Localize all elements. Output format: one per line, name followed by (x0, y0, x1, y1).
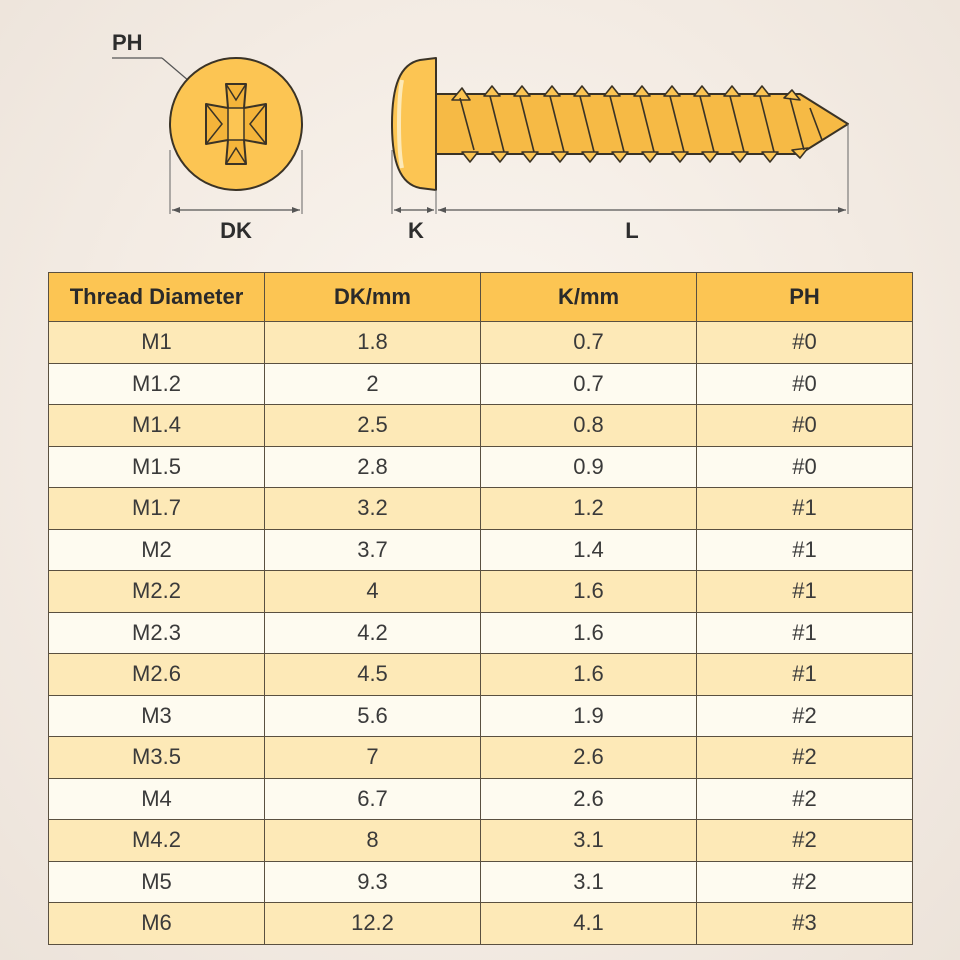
screw-head-top-view (112, 58, 302, 214)
table-row (49, 405, 913, 447)
cell-k: 0.7 (481, 363, 697, 405)
cell-dk: 4 (265, 571, 481, 613)
table-row (49, 778, 913, 820)
cell-thread-diameter: M2 (49, 529, 265, 571)
cell-thread-diameter: M4 (49, 778, 265, 820)
cell-dk: 12.2 (265, 903, 481, 945)
table-row (49, 654, 913, 696)
header-ph: PH (697, 273, 913, 322)
cell-dk: 6.7 (265, 778, 481, 820)
cell-ph: #0 (697, 446, 913, 488)
table-header-row (49, 273, 913, 322)
cell-k: 0.9 (481, 446, 697, 488)
cell-k: 1.9 (481, 695, 697, 737)
header-dk: DK/mm (265, 273, 481, 322)
cell-thread-diameter: M1.4 (49, 405, 265, 447)
cell-k: 2.6 (481, 778, 697, 820)
cell-ph: #3 (697, 903, 913, 945)
header-thread-diameter: Thread Diameter (49, 273, 265, 322)
cell-dk: 2.5 (265, 405, 481, 447)
cell-k: 1.6 (481, 612, 697, 654)
cell-k: 0.8 (481, 405, 697, 447)
screw-side-view (392, 58, 848, 214)
cell-ph: #1 (697, 612, 913, 654)
cell-thread-diameter: M2.6 (49, 654, 265, 696)
cell-thread-diameter: M3 (49, 695, 265, 737)
table-row (49, 612, 913, 654)
cell-ph: #1 (697, 654, 913, 696)
cell-ph: #1 (697, 488, 913, 530)
ph-label: PH (112, 30, 143, 55)
cell-k: 2.6 (481, 737, 697, 779)
table-row (49, 571, 913, 613)
cell-thread-diameter: M1 (49, 322, 265, 364)
table-row (49, 695, 913, 737)
cell-ph: #2 (697, 695, 913, 737)
cell-thread-diameter: M1.5 (49, 446, 265, 488)
cell-dk: 5.6 (265, 695, 481, 737)
cell-thread-diameter: M3.5 (49, 737, 265, 779)
cell-ph: #1 (697, 529, 913, 571)
table-row (49, 861, 913, 903)
table-row (49, 363, 913, 405)
table-row (49, 322, 913, 364)
cell-thread-diameter: M2.2 (49, 571, 265, 613)
cell-dk: 3.7 (265, 529, 481, 571)
cell-dk: 3.2 (265, 488, 481, 530)
cell-thread-diameter: M2.3 (49, 612, 265, 654)
cell-k: 4.1 (481, 903, 697, 945)
cell-k: 1.4 (481, 529, 697, 571)
cell-ph: #2 (697, 737, 913, 779)
cell-k: 0.7 (481, 322, 697, 364)
table-row (49, 529, 913, 571)
cell-ph: #2 (697, 820, 913, 862)
cell-dk: 4.5 (265, 654, 481, 696)
cell-k: 3.1 (481, 861, 697, 903)
cell-ph: #1 (697, 571, 913, 613)
k-label: K (408, 218, 424, 243)
cell-k: 1.6 (481, 571, 697, 613)
screw-diagram (0, 0, 960, 260)
cell-ph: #2 (697, 861, 913, 903)
cell-ph: #0 (697, 363, 913, 405)
cell-thread-diameter: M5 (49, 861, 265, 903)
cell-dk: 4.2 (265, 612, 481, 654)
cell-k: 1.2 (481, 488, 697, 530)
cell-thread-diameter: M1.7 (49, 488, 265, 530)
cell-thread-diameter: M4.2 (49, 820, 265, 862)
dk-label: DK (220, 218, 252, 243)
table-row (49, 737, 913, 779)
cell-thread-diameter: M6 (49, 903, 265, 945)
screw-spec-table (48, 272, 913, 945)
table-row (49, 446, 913, 488)
l-label: L (625, 218, 639, 243)
table-row (49, 820, 913, 862)
cell-thread-diameter: M1.2 (49, 363, 265, 405)
cell-k: 1.6 (481, 654, 697, 696)
cell-ph: #2 (697, 778, 913, 820)
table-row (49, 488, 913, 530)
cell-dk: 1.8 (265, 322, 481, 364)
cell-k: 3.1 (481, 820, 697, 862)
cell-dk: 2 (265, 363, 481, 405)
cell-dk: 7 (265, 737, 481, 779)
header-k: K/mm (481, 273, 697, 322)
cell-dk: 8 (265, 820, 481, 862)
cell-ph: #0 (697, 322, 913, 364)
cell-ph: #0 (697, 405, 913, 447)
table-row (49, 903, 913, 945)
cell-dk: 2.8 (265, 446, 481, 488)
cell-dk: 9.3 (265, 861, 481, 903)
